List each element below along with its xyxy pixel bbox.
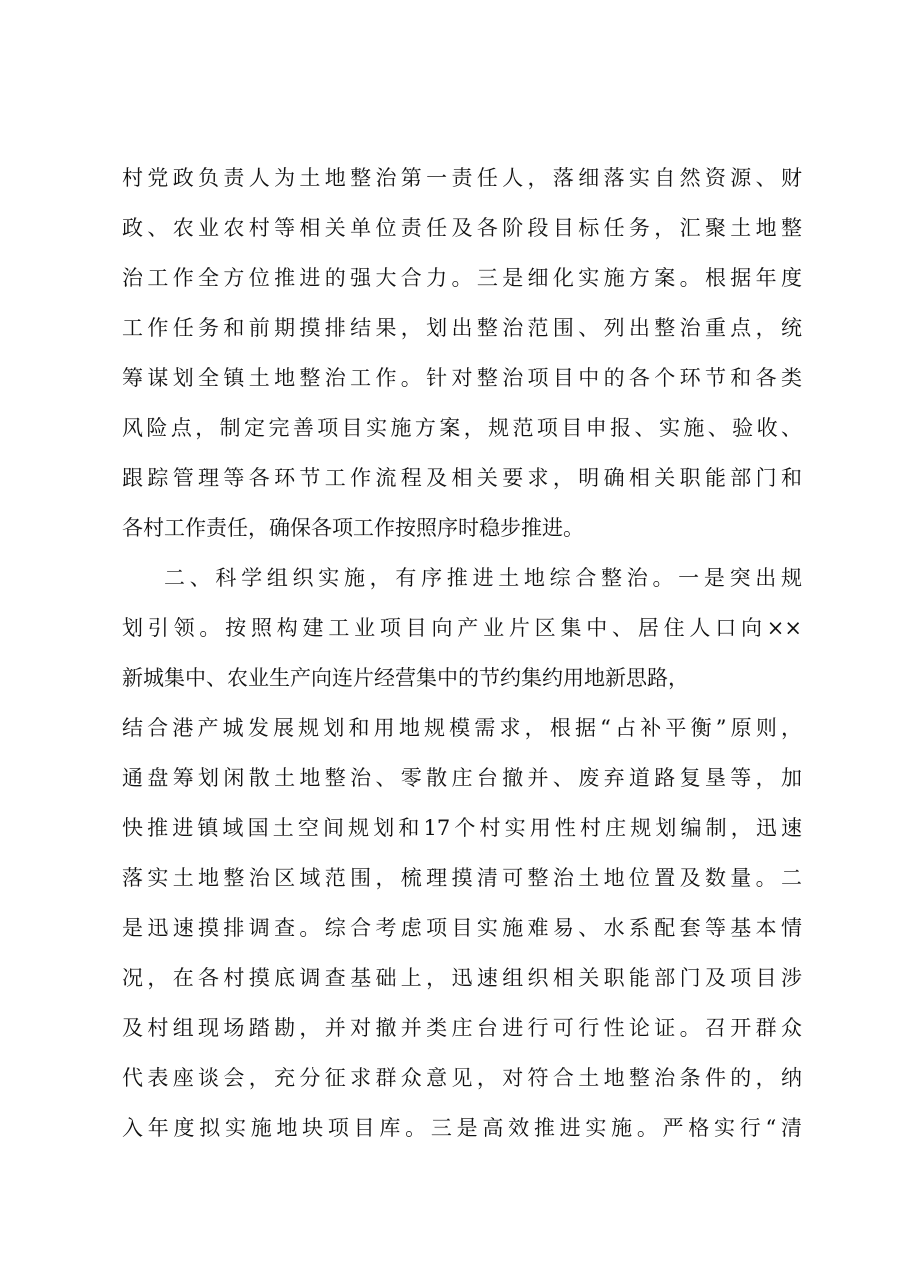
text-line: 筹谋划全镇土地整治工作。针对整治项目中的各个环节和各类 (122, 366, 802, 390)
text-line: 划引领。按照构建工业项目向产业片区集中、居住人口向×× (122, 616, 802, 640)
text-line: 代表座谈会，充分征求群众意见，对符合土地整治条件的，纳 (122, 1066, 802, 1090)
text-line: 跟踪管理等各环节工作流程及相关要求，明确相关职能部门和 (122, 466, 802, 490)
text-line: 落实土地整治区域范围，梳理摸清可整治土地位置及数量。二 (122, 866, 802, 890)
text-line: 快推进镇域国土空间规划和17个村实用性村庄规划编制，迅速 (122, 816, 802, 840)
text-line: 通盘筹划闲散土地整治、零散庄台撤并、废弃道路复垦等，加 (122, 766, 802, 790)
text-line: 治工作全方位推进的强大合力。三是细化实施方案。根据年度 (122, 266, 802, 290)
text-line: 结合港产城发展规划和用地规模需求，根据“占补平衡”原则， (122, 716, 802, 740)
text-line: 村党政负责人为土地整治第一责任人，落细落实自然资源、财 (122, 166, 802, 190)
text-line: 政、农业农村等相关单位责任及各阶段目标任务，汇聚土地整 (122, 216, 802, 240)
text-line: 是迅速摸排调查。综合考虑项目实施难易、水系配套等基本情 (122, 916, 802, 940)
text-line: 况，在各村摸底调查基础上，迅速组织相关职能部门及项目涉 (122, 966, 802, 990)
text-line: 入年度拟实施地块项目库。三是高效推进实施。严格实行“清 (122, 1116, 802, 1140)
text-line: 及村组现场踏勘，并对撤并类庄台进行可行性论证。召开群众 (122, 1016, 802, 1040)
text-line: 新城集中、农业生产向连片经营集中的节约集约用地新思路， (122, 666, 689, 690)
text-line: 各村工作责任，确保各项工作按照序时稳步推进。 (122, 516, 584, 540)
paragraph-start-line: 二、科学组织实施，有序推进土地综合整治。一是突出规 (164, 566, 802, 590)
text-line: 风险点，制定完善项目实施方案，规范项目申报、实施、验收、 (122, 416, 802, 440)
text-line: 工作任务和前期摸排结果，划出整治范围、列出整治重点，统 (122, 316, 802, 340)
document-body (122, 153, 802, 1153)
